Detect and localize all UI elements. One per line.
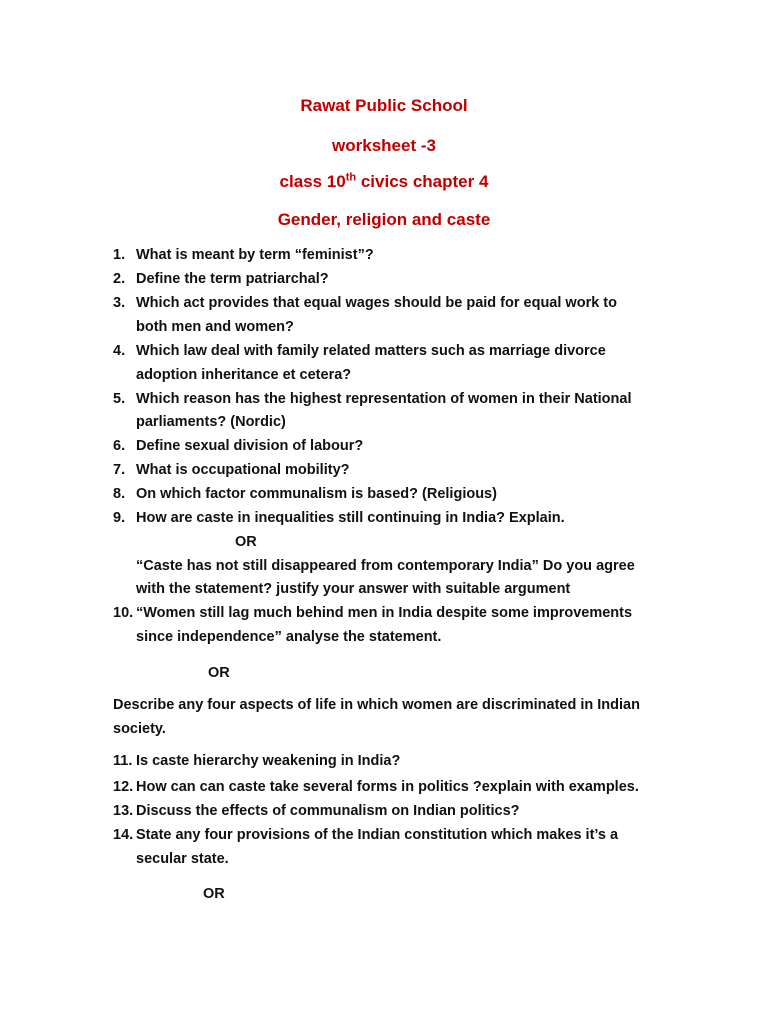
alternative-question-text: “Caste has not still disappeared from contemporary India” Do you agree	[136, 558, 635, 574]
question-number: 1.	[113, 247, 126, 263]
alternative-question-text: Describe any four aspects of life in which women are discriminated in Indian	[113, 697, 640, 713]
chapter-label: civics chapter 4	[356, 172, 489, 191]
question-text: Is caste hierarchy weakening in India?	[136, 753, 401, 769]
question-number: 6.	[113, 438, 126, 454]
chapter-topic: Gender, religion and caste	[277, 210, 491, 229]
question-text-continued: secular state.	[136, 851, 229, 867]
question-text: Define the term patriarchal?	[136, 271, 329, 287]
question-text: How can can caste take several forms in politics ?explain with examples.	[136, 779, 639, 795]
question-text: “Women still lag much behind men in India despite some improvements	[136, 605, 633, 621]
question-text-continued: both men and women?	[136, 319, 294, 335]
question-number: 12.	[113, 779, 134, 795]
question-number: 11.	[113, 753, 133, 769]
question-text-continued: parliaments? (Nordic)	[136, 414, 286, 430]
question-text-continued: since independence” analyse the statement.	[136, 629, 442, 645]
question-number: 4.	[113, 343, 126, 359]
worksheet-number: worksheet -3	[332, 136, 436, 155]
question-text: Define sexual division of labour?	[136, 438, 364, 454]
question-number: 13.	[113, 803, 134, 819]
question-number: 5.	[113, 391, 126, 407]
class-superscript: th	[345, 171, 357, 184]
question-number: 8.	[113, 486, 126, 502]
question-text: On which factor communalism is based? (Religious)	[136, 486, 497, 502]
or-separator: OR	[235, 534, 257, 550]
alternative-question-text-continued: with the statement? justify your answer with suitable argument	[136, 581, 571, 597]
or-separator: OR	[208, 665, 230, 681]
question-number: 2.	[113, 271, 126, 287]
question-number: 9.	[113, 510, 126, 526]
question-text: Which reason has the highest representation of women in their National	[136, 391, 632, 407]
school-name: Rawat Public School	[300, 96, 468, 115]
question-text: Which law deal with family related matters such as marriage divorce	[136, 343, 606, 359]
or-separator: OR	[203, 886, 225, 902]
question-number: 14.	[113, 827, 134, 843]
alternative-question-text-continued: society.	[113, 721, 166, 737]
question-number: 3.	[113, 295, 126, 311]
question-text: What is meant by term “feminist”?	[136, 247, 374, 263]
question-text: What is occupational mobility?	[136, 462, 350, 478]
class-label: class 10	[279, 172, 346, 191]
question-number: 10.	[113, 605, 134, 621]
question-number: 7.	[113, 462, 126, 478]
question-text: How are caste in inequalities still continuing in India? Explain.	[136, 510, 565, 526]
question-text: Discuss the effects of communalism on Indian politics?	[136, 803, 520, 819]
class-chapter	[0, 172, 768, 192]
question-text-continued: adoption inheritance et cetera?	[136, 367, 352, 383]
question-text: Which act provides that equal wages should be paid for equal work to	[136, 295, 617, 311]
question-text: State any four provisions of the Indian constitution which makes it’s a	[136, 827, 619, 843]
